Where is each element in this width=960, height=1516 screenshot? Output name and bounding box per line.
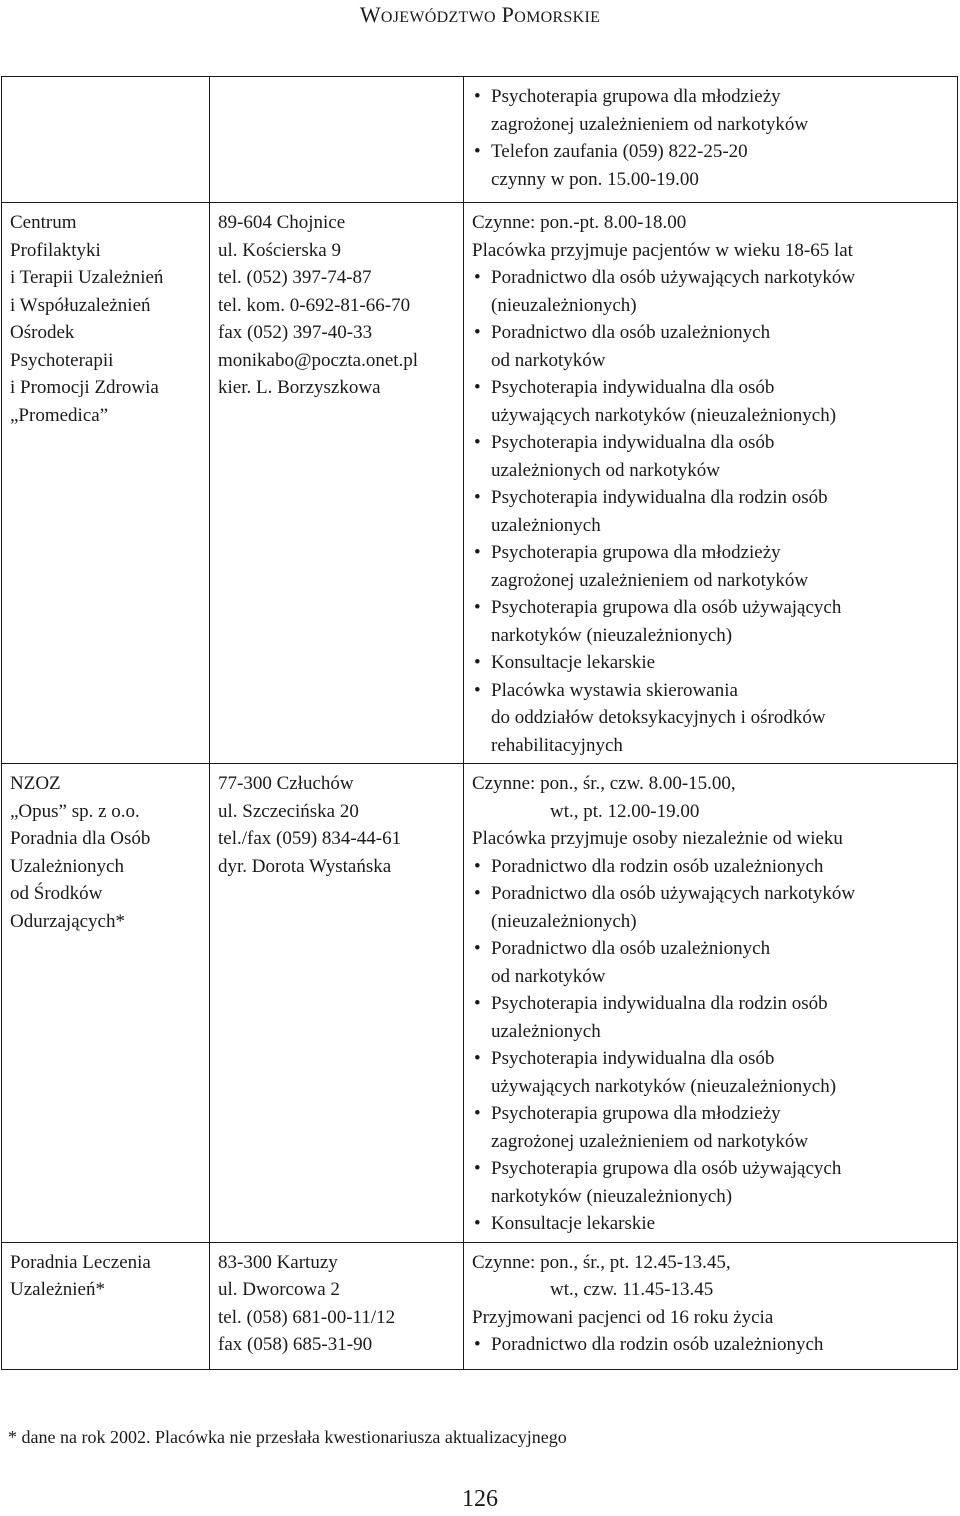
service-list [472, 264, 951, 759]
page-title [0, 2, 960, 28]
facility-details [464, 203, 958, 764]
facility-table [1, 76, 958, 1370]
facility-row [2, 764, 958, 1243]
service-list [472, 1331, 951, 1359]
empty-name-cell [2, 77, 210, 203]
service-item: • Psychoterapia grupowa dla osób używających narkotyków (nieuzależnionych) [472, 1155, 951, 1210]
facility-row [2, 203, 958, 764]
intake-info: Placówka przyjmuje osoby niezależnie od wieku [472, 828, 843, 849]
service-item: • Psychoterapia grupowa dla młodzieży zagrożonej uzależnieniem od narkotyków [472, 83, 951, 138]
title-word: OMORSKIE [514, 9, 601, 26]
page-number: 126 [462, 1486, 498, 1512]
service-list [472, 853, 951, 1238]
facility-address: 83-300 Kartuzy ul. Dworcowa 2 tel. (058) 681-00-11/12 fax (058) 685-31-90 [210, 1242, 464, 1369]
facility-row [2, 1242, 958, 1369]
service-item: • Konsultacje lekarskie [472, 1210, 951, 1238]
service-item: • Psychoterapia indywidualna dla osób używających narkotyków (nieuzależnionych) [472, 1045, 951, 1100]
service-item: • Psychoterapia indywidualna dla osób używających narkotyków (nieuzależnionych) [472, 374, 951, 429]
facility-name: Centrum Profilaktyki i Terapii Uzależnień i Współuzależnień Ośrodek Psychoterapii i Promocji Zdrowia „Promedica” [2, 203, 210, 764]
services-cell [464, 77, 958, 203]
facility-details [464, 764, 958, 1243]
title-word: OJEWÓDZTWO [380, 9, 496, 26]
facility-address: 89-604 Chojnice ul. Kościerska 9 tel. (052) 397-74-87 tel. kom. 0-692-81-66-70 fax (052) 397-40-33 monikabo@poczta.onet.pl kier. L. Borzyszkowa [210, 203, 464, 764]
opening-hours-cont: wt., czw. 11.45-13.45 [550, 1279, 714, 1300]
title-initial: W [359, 2, 381, 27]
facility-address: 77-300 Człuchów ul. Szczecińska 20 tel./fax (059) 834-44-61 dyr. Dorota Wystańska [210, 764, 464, 1243]
service-item: • Poradnictwo dla rodzin osób uzależnionych [472, 853, 951, 881]
facility-name: Poradnia Leczenia Uzależnień* [2, 1242, 210, 1369]
facility-details [464, 1242, 958, 1369]
service-item: • Poradnictwo dla osób używających narkotyków (nieuzależnionych) [472, 264, 951, 319]
service-item: • Poradnictwo dla rodzin osób uzależnionych [472, 1331, 951, 1359]
service-item: • Psychoterapia indywidualna dla rodzin osób uzależnionych [472, 484, 951, 539]
empty-address-cell [210, 77, 464, 203]
service-item: • Psychoterapia grupowa dla młodzieży zagrożonej uzależnieniem od narkotyków [472, 1100, 951, 1155]
service-list [472, 83, 951, 193]
service-item: • Psychoterapia grupowa dla osób używających narkotyków (nieuzależnionych) [472, 594, 951, 649]
footnote: * dane na rok 2002. Placówka nie przesłała kwestionariusza aktualizacyjnego [8, 1427, 567, 1447]
continuation-row [2, 77, 958, 203]
opening-hours: Czynne: pon., śr., pt. 12.45-13.45, [472, 1251, 731, 1273]
service-item: • Poradnictwo dla osób używających narkotyków (nieuzależnionych) [472, 880, 951, 935]
opening-hours: Czynne: pon.-pt. 8.00-18.00 [472, 212, 687, 233]
facility-name: NZOZ „Opus” sp. z o.o. Poradnia dla Osób Uzależnionych od Środków Odurzających* [2, 764, 210, 1243]
service-item: • Psychoterapia indywidualna dla rodzin osób uzależnionych [472, 990, 951, 1045]
intake-info: Przyjmowani pacjenci od 16 roku życia [472, 1306, 774, 1328]
service-item: • Poradnictwo dla osób uzależnionych od narkotyków [472, 935, 951, 990]
service-item: • Konsultacje lekarskie [472, 649, 951, 677]
service-item: • Psychoterapia indywidualna dla osób uzależnionych od narkotyków [472, 429, 951, 484]
intake-info: Placówka przyjmuje pacjentów w wieku 18-65 lat [472, 239, 853, 261]
service-item: • Psychoterapia grupowa dla młodzieży zagrożonej uzależnieniem od narkotyków [472, 539, 951, 594]
opening-hours-cont: wt., pt. 12.00-19.00 [550, 800, 700, 822]
title-initial: P [501, 2, 515, 27]
service-item: • Placówka wystawia skierowania do oddziałów detoksykacyjnych i ośrodków rehabilitacyjnych [472, 677, 951, 760]
service-item: • Poradnictwo dla osób uzależnionych od narkotyków [472, 319, 951, 374]
service-item: • Telefon zaufania (059) 822-25-20 czynny w pon. 15.00-19.00 [472, 138, 951, 193]
opening-hours: Czynne: pon., śr., czw. 8.00-15.00, [472, 773, 736, 794]
